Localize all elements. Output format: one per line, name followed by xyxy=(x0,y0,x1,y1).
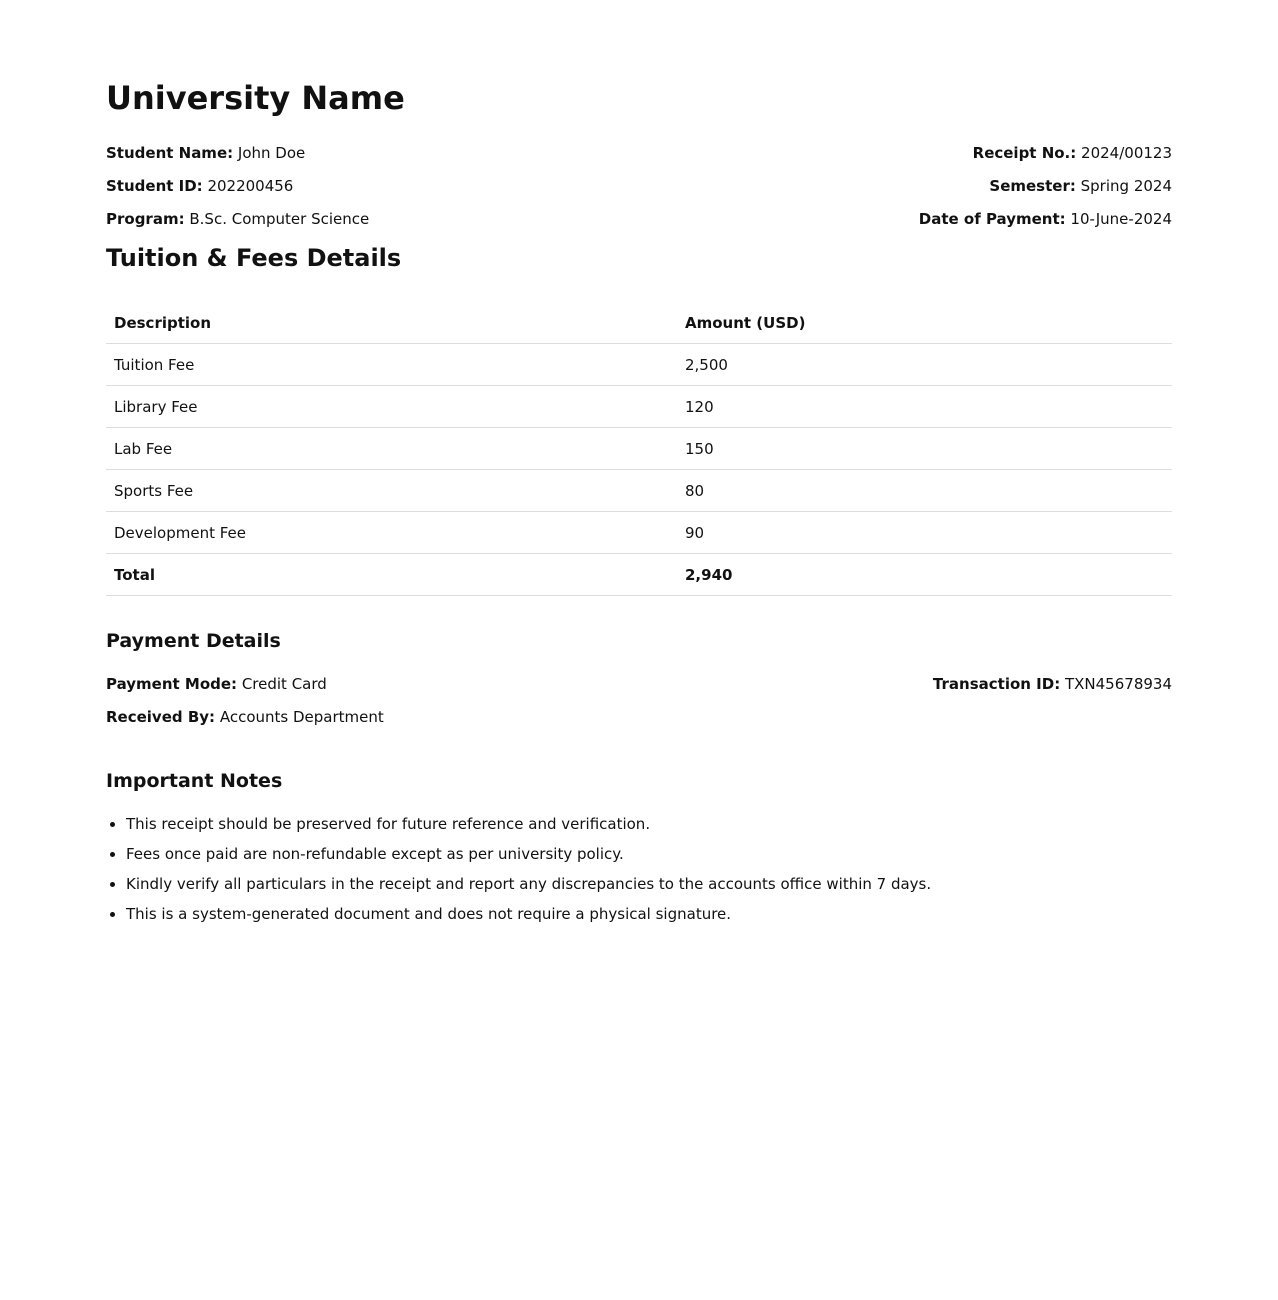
fee-amount: 2,500 xyxy=(677,344,1172,386)
received-by-line xyxy=(106,701,384,734)
semester-line xyxy=(989,170,1172,203)
student-name-line xyxy=(106,137,369,170)
semester-value: Spring 2024 xyxy=(1080,177,1172,195)
fee-description: Library Fee xyxy=(106,386,677,428)
table-row xyxy=(106,512,1172,554)
fee-description: Sports Fee xyxy=(106,470,677,512)
fees-section-title: Tuition & Fees Details xyxy=(106,244,402,272)
payment-mode-value: Credit Card xyxy=(241,675,327,693)
payment-section-title: Payment Details xyxy=(106,630,281,652)
fee-amount: 150 xyxy=(677,428,1172,470)
col-header-description: Description xyxy=(106,302,677,344)
student-receipt-info xyxy=(106,137,1172,236)
payment-info-left xyxy=(106,668,384,734)
notes-section-title: Important Notes xyxy=(106,770,283,792)
fee-amount: 90 xyxy=(677,512,1172,554)
receipt-page xyxy=(106,0,1172,929)
university-name: University Name xyxy=(106,79,405,117)
payment-date-label: Date of Payment: xyxy=(918,210,1066,228)
student-name-value: John Doe xyxy=(237,144,306,162)
table-row xyxy=(106,386,1172,428)
list-item: • This receipt should be preserved for future reference and verification. xyxy=(126,809,1172,839)
transaction-id-value: TXN45678934 xyxy=(1064,675,1172,693)
student-id-line xyxy=(106,170,369,203)
list-item: • This is a system-generated document and does not require a physical signature. xyxy=(126,899,1172,929)
received-by-value: Accounts Department xyxy=(219,708,384,726)
payment-date-line xyxy=(919,203,1172,236)
transaction-id-line xyxy=(933,668,1172,701)
payment-mode-line xyxy=(106,668,384,701)
total-label: Total xyxy=(106,554,677,596)
program-label: Program: xyxy=(106,210,185,228)
fees-table xyxy=(106,302,1172,596)
fee-amount: 120 xyxy=(677,386,1172,428)
receipt-info xyxy=(919,137,1172,236)
table-row xyxy=(106,470,1172,512)
program-line xyxy=(106,203,369,236)
fee-description: Lab Fee xyxy=(106,428,677,470)
notes-list xyxy=(106,809,1172,929)
receipt-no-line xyxy=(973,137,1172,170)
received-by-label: Received By: xyxy=(106,708,216,726)
list-item: • Kindly verify all particulars in the receipt and report any discrepancies to the accounts office within 7 days. xyxy=(126,869,1172,899)
transaction-id-label: Transaction ID: xyxy=(932,675,1061,693)
fee-description: Tuition Fee xyxy=(106,344,677,386)
total-value: 2,940 xyxy=(677,554,1172,596)
col-header-amount: Amount (USD) xyxy=(677,302,1172,344)
table-row xyxy=(106,428,1172,470)
payment-mode-label: Payment Mode: xyxy=(106,675,238,693)
student-name-label: Student Name: xyxy=(106,144,234,162)
program-value: B.Sc. Computer Science xyxy=(189,210,370,228)
student-id-label: Student ID: xyxy=(106,177,203,195)
total-row xyxy=(106,554,1172,596)
receipt-no-label: Receipt No.: xyxy=(972,144,1077,162)
payment-info-right xyxy=(933,668,1172,734)
student-info xyxy=(106,137,369,236)
student-id-value: 202200456 xyxy=(207,177,294,195)
payment-details xyxy=(106,668,1172,734)
receipt-no-value: 2024/00123 xyxy=(1081,144,1172,162)
fee-amount: 80 xyxy=(677,470,1172,512)
list-item: • Fees once paid are non-refundable except as per university policy. xyxy=(126,839,1172,869)
payment-date-value: 10-June-2024 xyxy=(1070,210,1172,228)
fees-table-header xyxy=(106,302,1172,344)
table-row xyxy=(106,344,1172,386)
semester-label: Semester: xyxy=(989,177,1076,195)
fee-description: Development Fee xyxy=(106,512,677,554)
